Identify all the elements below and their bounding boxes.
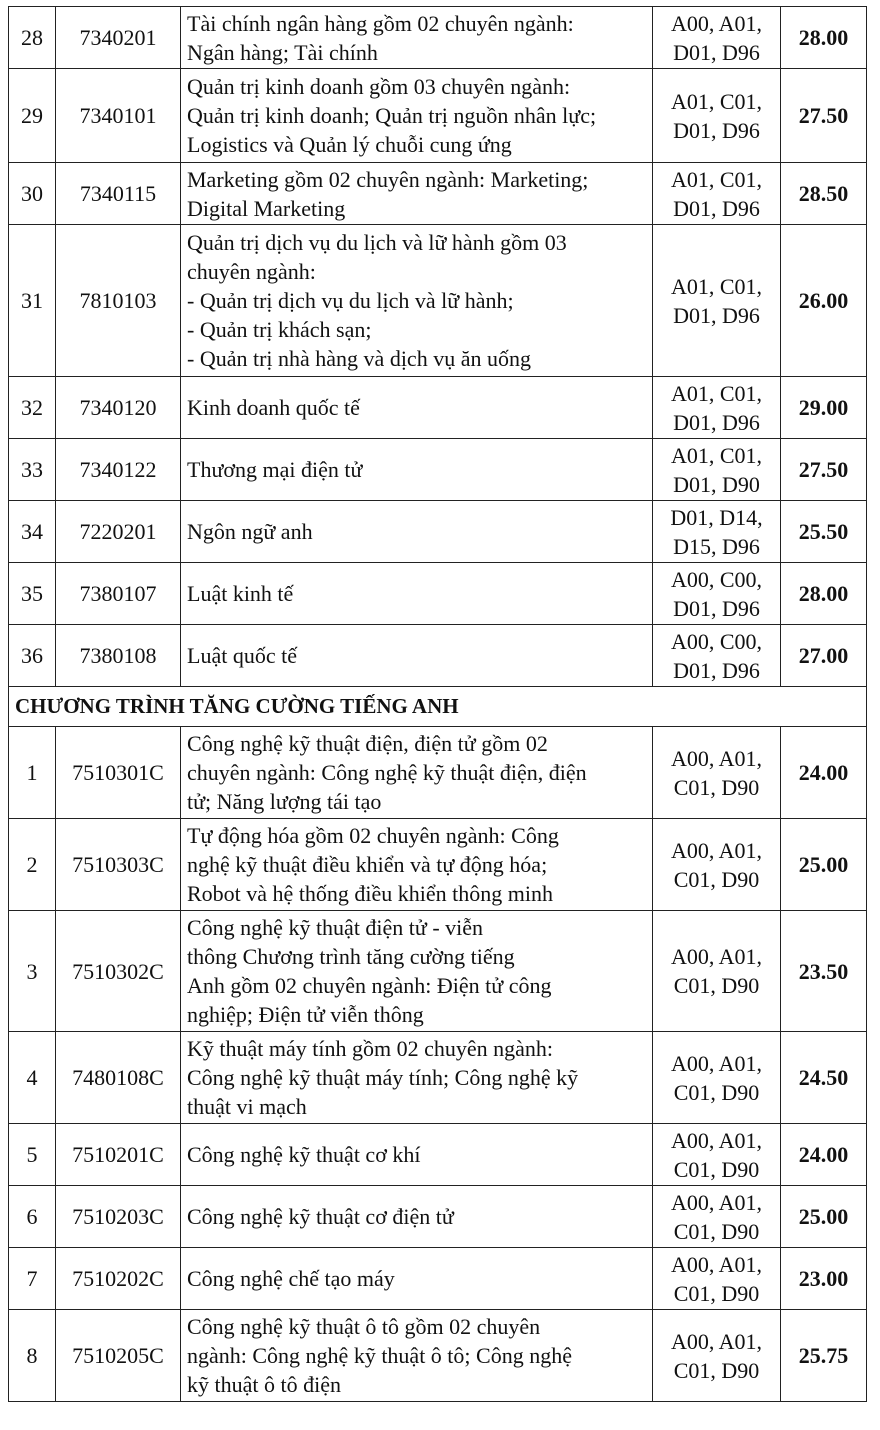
subject-combination-line: C01, D90: [673, 1079, 760, 1105]
subject-combination-line: C01, D90: [673, 1156, 760, 1182]
row-number: 29: [9, 69, 56, 163]
major-name: [181, 225, 653, 377]
table-row: [9, 501, 867, 563]
subject-combination-line: C01, D90: [673, 973, 760, 998]
benchmark-score: 24.00: [781, 727, 867, 819]
table-row: [9, 911, 867, 1032]
major-name-line: Quản trị kinh doanh; Quản trị nguồn nhân lực;: [187, 103, 597, 128]
subject-combination: [653, 625, 781, 687]
subject-combination-line: A01, C01,: [670, 166, 763, 192]
major-name-line: Công nghệ kỹ thuật điện tử - viễn: [187, 915, 484, 940]
row-number: 30: [9, 163, 56, 225]
benchmark-score: 26.00: [781, 225, 867, 377]
subject-combination-line: A01, C01,: [670, 273, 763, 299]
subject-combination-line: A00, C00,: [670, 628, 763, 654]
major-name: [181, 7, 653, 69]
benchmark-score: 24.50: [781, 1032, 867, 1124]
benchmark-score: 24.00: [781, 1124, 867, 1186]
major-name-line: ngành: Công nghệ kỹ thuật ô tô; Công nghệ: [187, 1343, 572, 1368]
major-name-line: Thương mại điện tử: [187, 457, 363, 482]
major-code: 7340101: [56, 69, 181, 163]
subject-combination: [653, 69, 781, 163]
subject-combination-line: A01, C01,: [670, 380, 763, 406]
major-name-line: chuyên ngành: Công nghệ kỹ thuật điện, điện: [187, 760, 587, 785]
major-name-line: Anh gồm 02 chuyên ngành: Điện tử công: [187, 973, 552, 998]
subject-combination-line: C01, D90: [673, 774, 760, 800]
subject-combination-line: C01, D90: [673, 1218, 760, 1244]
subject-combination: [653, 1310, 781, 1402]
subject-combination-line: A01, C01,: [670, 442, 763, 468]
major-name: [181, 1186, 653, 1248]
subject-combination-line: D01, D90: [673, 471, 760, 497]
row-number: 33: [9, 439, 56, 501]
major-name: [181, 1310, 653, 1402]
table-row: [9, 625, 867, 687]
major-name-line: Kinh doanh quốc tế: [187, 395, 360, 420]
benchmark-score: 25.00: [781, 819, 867, 911]
subject-combination-line: A00, A01,: [670, 10, 763, 36]
table-row: [9, 727, 867, 819]
major-name-line: Công nghệ kỹ thuật cơ điện tử: [187, 1204, 454, 1229]
major-name-line: Tài chính ngân hàng gồm 02 chuyên ngành:: [187, 10, 574, 36]
major-name-line: Ngôn ngữ anh: [187, 519, 313, 544]
section-title: CHƯƠNG TRÌNH TĂNG CƯỜNG TIẾNG ANH: [9, 687, 867, 727]
major-name-line: Marketing gồm 02 chuyên ngành: Marketing;: [187, 166, 589, 192]
major-code: 7340120: [56, 377, 181, 439]
subject-combination-line: D01, D96: [673, 195, 760, 221]
table-row: [9, 563, 867, 625]
section-header: [9, 687, 867, 727]
subject-combination-line: A00, A01,: [670, 1050, 763, 1076]
subject-combination: [653, 501, 781, 563]
benchmark-score: 28.50: [781, 163, 867, 225]
table-row: [9, 1124, 867, 1186]
table-row: [9, 1032, 867, 1124]
major-name: [181, 1032, 653, 1124]
row-number: 31: [9, 225, 56, 377]
major-name-line: chuyên ngành:: [187, 259, 316, 284]
major-name: [181, 819, 653, 911]
row-number: 3: [9, 911, 56, 1032]
subject-combination-line: D01, D96: [673, 657, 760, 683]
major-name: [181, 1124, 653, 1186]
table-body-english-program: [9, 727, 867, 1402]
major-name-line: Tự động hóa gồm 02 chuyên ngành: Công: [187, 823, 559, 848]
major-name-line: Công nghệ kỹ thuật điện, điện tử gồm 02: [187, 731, 548, 756]
major-name: [181, 1248, 653, 1310]
subject-combination: [653, 163, 781, 225]
subject-combination-line: D01, D14,: [670, 504, 763, 530]
major-name-line: kỹ thuật ô tô điện: [187, 1372, 341, 1397]
benchmark-score: 27.00: [781, 625, 867, 687]
table-row: [9, 819, 867, 911]
major-code: 7480108C: [56, 1032, 181, 1124]
major-code: 7380107: [56, 563, 181, 625]
subject-combination: [653, 1124, 781, 1186]
row-number: 4: [9, 1032, 56, 1124]
row-number: 7: [9, 1248, 56, 1310]
table-row: [9, 1248, 867, 1310]
table-row: [9, 439, 867, 501]
major-name-line: Công nghệ chế tạo máy: [187, 1266, 395, 1291]
major-name: [181, 625, 653, 687]
benchmark-score: 29.00: [781, 377, 867, 439]
major-name-line: Digital Marketing: [187, 195, 346, 221]
row-number: 1: [9, 727, 56, 819]
table-row: [9, 1310, 867, 1402]
major-name-line: Quản trị dịch vụ du lịch và lữ hành gồm 03: [187, 230, 567, 255]
subject-combination: [653, 819, 781, 911]
major-name-line: thuật vi mạch: [187, 1094, 307, 1119]
subject-combination-line: D01, D96: [673, 117, 760, 143]
major-name-line: Công nghệ kỹ thuật máy tính; Công nghệ kỹ: [187, 1065, 579, 1090]
table-row: [9, 7, 867, 69]
major-name-line: Robot và hệ thống điều khiển thông minh: [187, 881, 554, 906]
major-name: [181, 911, 653, 1032]
major-name-line: Logistics và Quản lý chuỗi cung ứng: [187, 132, 512, 157]
major-name-line: Luật quốc tế: [187, 643, 297, 668]
benchmark-score: 23.50: [781, 911, 867, 1032]
major-code: 7220201: [56, 501, 181, 563]
row-number: 5: [9, 1124, 56, 1186]
major-name: [181, 69, 653, 163]
subject-combination: [653, 1248, 781, 1310]
major-name-line: - Quản trị nhà hàng và dịch vụ ăn uống: [187, 346, 531, 371]
major-name-line: Công nghệ kỹ thuật ô tô gồm 02 chuyên: [187, 1314, 541, 1339]
major-name-line: Kỹ thuật máy tính gồm 02 chuyên ngành:: [187, 1036, 553, 1061]
subject-combination-line: A00, A01,: [670, 1127, 763, 1153]
subject-combination-line: C01, D90: [673, 866, 760, 892]
benchmark-score: 25.00: [781, 1186, 867, 1248]
major-name-line: Ngân hàng; Tài chính: [187, 39, 378, 65]
subject-combination-line: A00, A01,: [670, 745, 763, 771]
major-name-line: Luật kinh tế: [187, 581, 294, 606]
subject-combination: [653, 7, 781, 69]
major-code: 7510203C: [56, 1186, 181, 1248]
major-code: 7340115: [56, 163, 181, 225]
subject-combination-line: C01, D90: [673, 1357, 760, 1383]
subject-combination-line: A00, A01,: [670, 944, 763, 969]
row-number: 32: [9, 377, 56, 439]
major-code: 7510202C: [56, 1248, 181, 1310]
subject-combination: [653, 911, 781, 1032]
major-name-line: Công nghệ kỹ thuật cơ khí: [187, 1142, 421, 1167]
major-name-line: - Quản trị dịch vụ du lịch và lữ hành;: [187, 288, 514, 313]
subject-combination-line: C01, D90: [673, 1280, 760, 1306]
section-row: [9, 687, 867, 727]
benchmark-score: 27.50: [781, 69, 867, 163]
major-name: [181, 727, 653, 819]
benchmark-score: 27.50: [781, 439, 867, 501]
major-name-line: tử; Năng lượng tái tạo: [187, 789, 382, 814]
subject-combination-line: A00, A01,: [670, 1328, 763, 1354]
row-number: 2: [9, 819, 56, 911]
row-number: 34: [9, 501, 56, 563]
admission-score-table: [8, 6, 867, 1402]
major-name-line: thông Chương trình tăng cường tiếng: [187, 944, 515, 969]
major-name: [181, 377, 653, 439]
major-name: [181, 501, 653, 563]
subject-combination-line: A00, A01,: [670, 837, 763, 863]
row-number: 8: [9, 1310, 56, 1402]
major-name: [181, 163, 653, 225]
benchmark-score: 25.75: [781, 1310, 867, 1402]
table-row: [9, 1186, 867, 1248]
subject-combination-line: A00, A01,: [670, 1251, 763, 1277]
major-code: 7510302C: [56, 911, 181, 1032]
major-code: 7510201C: [56, 1124, 181, 1186]
major-code: 7510205C: [56, 1310, 181, 1402]
table-body-standard: [9, 7, 867, 687]
subject-combination: [653, 225, 781, 377]
benchmark-score: 28.00: [781, 563, 867, 625]
major-name-line: nghệ kỹ thuật điều khiển và tự động hóa;: [187, 852, 548, 877]
major-code: 7340122: [56, 439, 181, 501]
benchmark-score: 28.00: [781, 7, 867, 69]
subject-combination: [653, 1186, 781, 1248]
table-row: [9, 225, 867, 377]
benchmark-score: 25.50: [781, 501, 867, 563]
subject-combination-line: A01, C01,: [670, 88, 763, 114]
major-code: 7510301C: [56, 727, 181, 819]
subject-combination: [653, 377, 781, 439]
major-code: 7510303C: [56, 819, 181, 911]
row-number: 28: [9, 7, 56, 69]
major-code: 7380108: [56, 625, 181, 687]
subject-combination: [653, 563, 781, 625]
subject-combination: [653, 439, 781, 501]
table-row: [9, 69, 867, 163]
major-name: [181, 439, 653, 501]
benchmark-score: 23.00: [781, 1248, 867, 1310]
subject-combination: [653, 727, 781, 819]
row-number: 35: [9, 563, 56, 625]
subject-combination-line: D01, D96: [673, 39, 760, 65]
table-row: [9, 377, 867, 439]
subject-combination-line: D01, D96: [673, 409, 760, 435]
subject-combination-line: A00, C00,: [670, 566, 763, 592]
major-name-line: nghiệp; Điện tử viễn thông: [187, 1002, 424, 1027]
major-name-line: Quản trị kinh doanh gồm 03 chuyên ngành:: [187, 74, 571, 99]
subject-combination-line: D01, D96: [673, 302, 760, 328]
row-number: 6: [9, 1186, 56, 1248]
major-name-line: - Quản trị khách sạn;: [187, 317, 372, 342]
major-name: [181, 563, 653, 625]
subject-combination: [653, 1032, 781, 1124]
major-code: 7810103: [56, 225, 181, 377]
subject-combination-line: D15, D96: [673, 533, 760, 559]
major-code: 7340201: [56, 7, 181, 69]
subject-combination-line: A00, A01,: [670, 1189, 763, 1215]
row-number: 36: [9, 625, 56, 687]
table-row: [9, 163, 867, 225]
subject-combination-line: D01, D96: [673, 595, 760, 621]
